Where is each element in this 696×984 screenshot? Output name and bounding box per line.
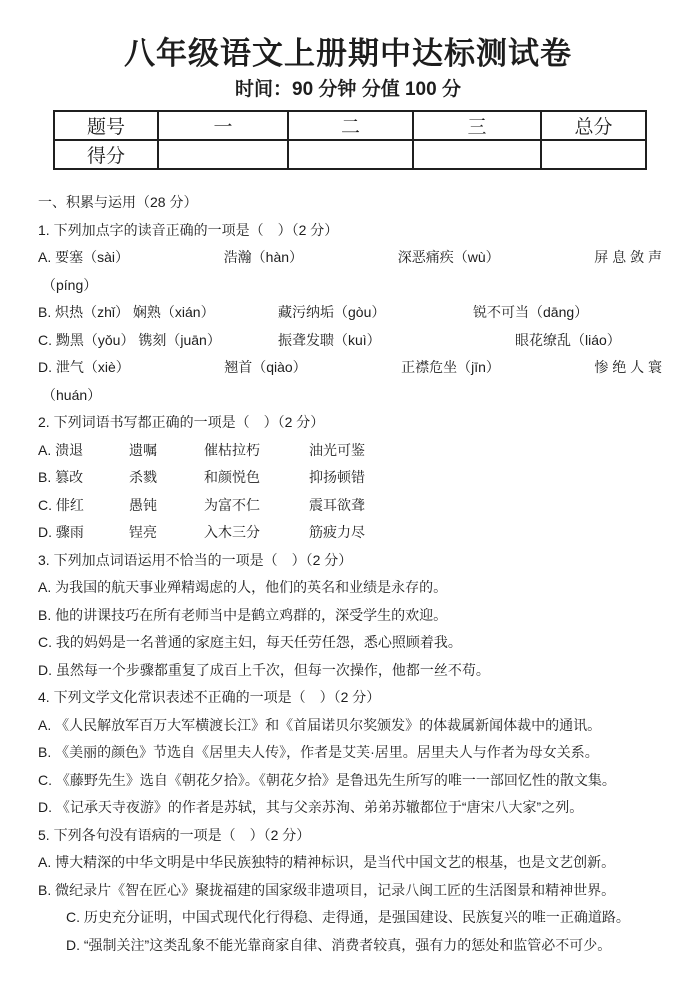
score-table [53, 110, 647, 170]
q2-b-word2: 杀戮 [129, 469, 157, 485]
q4-option-c: C. 《藤野先生》选自《朝花夕拾》。《朝花夕拾》是鲁迅先生所写的唯一一部回忆性的散文集。 [38, 771, 616, 788]
q1-d-word4: 惨 绝 人 寰 [594, 359, 662, 375]
section-heading: 一、积累与运用（28 分） [38, 194, 198, 210]
q2-stem: 2. 下列词语书写都正确的一项是（ ）（2 分） [38, 414, 325, 430]
q1-b-word2: 藏污纳垢（gòu） [278, 304, 386, 320]
q1-b-word1: B. 炽热（zhǐ） 娴熟（xián） [38, 304, 215, 320]
q1-c-word1: C. 黝黑（yǒu） 镌刻（juān） [38, 331, 221, 348]
q1-a-word2: 浩瀚（hàn） [223, 249, 304, 265]
score-table-cell-part2: 二 [288, 111, 413, 140]
q1-option-a [38, 244, 662, 272]
q3-option-a: A. 为我国的航天事业殚精竭虑的人，他们的英名和业绩是永存的。 [38, 579, 448, 595]
q1-d-word1: D. 泄气（xiè） [38, 359, 130, 375]
q2-a-word2: 遗嘱 [129, 441, 157, 458]
q3-option-d: D. 虽然每一个步骤都重复了成百上千次，但每一次操作，他都一丝不苟。 [38, 661, 490, 678]
q1-option-d-continuation: （huán） [42, 386, 102, 403]
score-table-cell-total: 总分 [541, 111, 646, 140]
q2-option-b [38, 464, 662, 492]
q2-a-word4: 油光可鉴 [309, 441, 365, 458]
score-table-cell-part1: 一 [158, 111, 288, 140]
q5-option-c: C. 历史充分证明，中国式现代化行得稳、走得通，是强国建设、民族复兴的唯一正确道路。 [66, 909, 630, 925]
q1-c-word2: 振聋发聩（kuì） [278, 331, 381, 348]
q2-c-word2: 愚钝 [129, 496, 157, 513]
q3-option-b: B. 他的讲课技巧在所有老师当中是鹤立鸡群的，深受学生的欢迎。 [38, 606, 448, 623]
q2-c-word3: 为富不仁 [204, 496, 260, 513]
q1-a-word3: 深恶痛疾（wù） [397, 249, 500, 265]
q2-b-word1: B. 篡改 [38, 469, 84, 485]
score-cell-part3 [413, 140, 541, 169]
q5-option-b: B. 微纪录片《智在匠心》聚拢福建的国家级非遗项目，记录八闽工匠的生活图景和精神世界。 [38, 881, 616, 898]
q4-option-b: B. 《美丽的颜色》节选自《居里夫人传》，作者是艾芙·居里。居里夫人与作者为母女关系。 [38, 744, 599, 760]
q2-d-word4: 筋疲力尽 [309, 524, 365, 540]
q2-d-word1: D. 骤雨 [38, 524, 84, 540]
q1-d-word3: 正襟危坐（jīn） [401, 359, 500, 375]
q4-option-d: D. 《记承天寺夜游》的作者是苏轼，其与父亲苏洵、弟弟苏辙都位于“唐宋八大家”之列。 [38, 799, 584, 815]
score-table-header-row [54, 111, 646, 140]
score-cell-part1 [158, 140, 288, 169]
score-cell-total [541, 140, 646, 169]
q4-option-a: A. 《人民解放军百万大军横渡长江》和《首届诺贝尔奖颁发》的体裁属新闻体裁中的通讯。 [38, 716, 602, 733]
q1-stem: 1. 下列加点字的读音正确的一项是（ ）（2 分） [38, 221, 339, 238]
q5-option-a: A. 博大精深的中华文明是中华民族独特的精神标识，是当代中国文艺的根基，也是文艺创新。 [38, 854, 616, 870]
q1-option-c [38, 327, 662, 355]
q2-b-word4: 抑扬顿错 [309, 469, 365, 485]
q1-option-d [38, 354, 662, 382]
score-row-label: 得分 [54, 140, 158, 169]
question-content [0, 189, 696, 959]
q2-option-a [38, 437, 662, 465]
q1-option-b [38, 299, 662, 327]
q4-stem: 4. 下列文学文化常识表述不正确的一项是（ ）（2 分） [38, 689, 381, 705]
q5-option-d: D. “强制关注”这类乱象不能光靠商家自律、消费者较真，强有力的惩处和监管必不可少。 [66, 936, 612, 953]
q2-d-word2: 锃亮 [129, 524, 157, 540]
score-table-score-row [54, 140, 646, 169]
q2-c-word1: C. 俳红 [38, 496, 84, 513]
q3-option-c: C. 我的妈妈是一名普通的家庭主妇，每天任劳任怨，悉心照顾着我。 [38, 634, 462, 650]
q2-option-d [38, 519, 662, 547]
q2-a-word3: 催枯拉朽 [204, 441, 260, 458]
q2-d-word3: 入木三分 [204, 524, 260, 540]
q5-stem: 5. 下列各句没有语病的一项是（ ）（2 分） [38, 826, 311, 843]
q3-stem: 3. 下列加点词语运用不恰当的一项是（ ）（2 分） [38, 551, 353, 568]
q1-option-a-continuation: （píng） [42, 276, 98, 293]
q1-a-word1: A. 要塞（sài） [38, 249, 130, 265]
score-cell-part2 [288, 140, 413, 169]
score-table-cell-part3: 三 [413, 111, 541, 140]
doc-subtitle: 时间：90 分钟 分值 100 分 [235, 79, 461, 100]
q2-b-word3: 和颜悦色 [204, 469, 260, 485]
q2-option-c [38, 492, 662, 520]
q1-c-word3: 眼花缭乱（liáo） [515, 331, 621, 348]
q2-c-word4: 震耳欲聋 [309, 496, 365, 513]
score-table-cell-label: 题号 [54, 111, 158, 140]
q1-b-word3: 锐不可当（dāng） [473, 304, 589, 320]
q2-a-word1: A. 溃退 [38, 441, 84, 458]
q1-d-word2: 翘首（qiào） [224, 359, 307, 375]
page-title: 八年级语文上册期中达标测试卷 [124, 36, 572, 71]
q1-a-word4: 屏 息 敛 声 [594, 249, 662, 265]
